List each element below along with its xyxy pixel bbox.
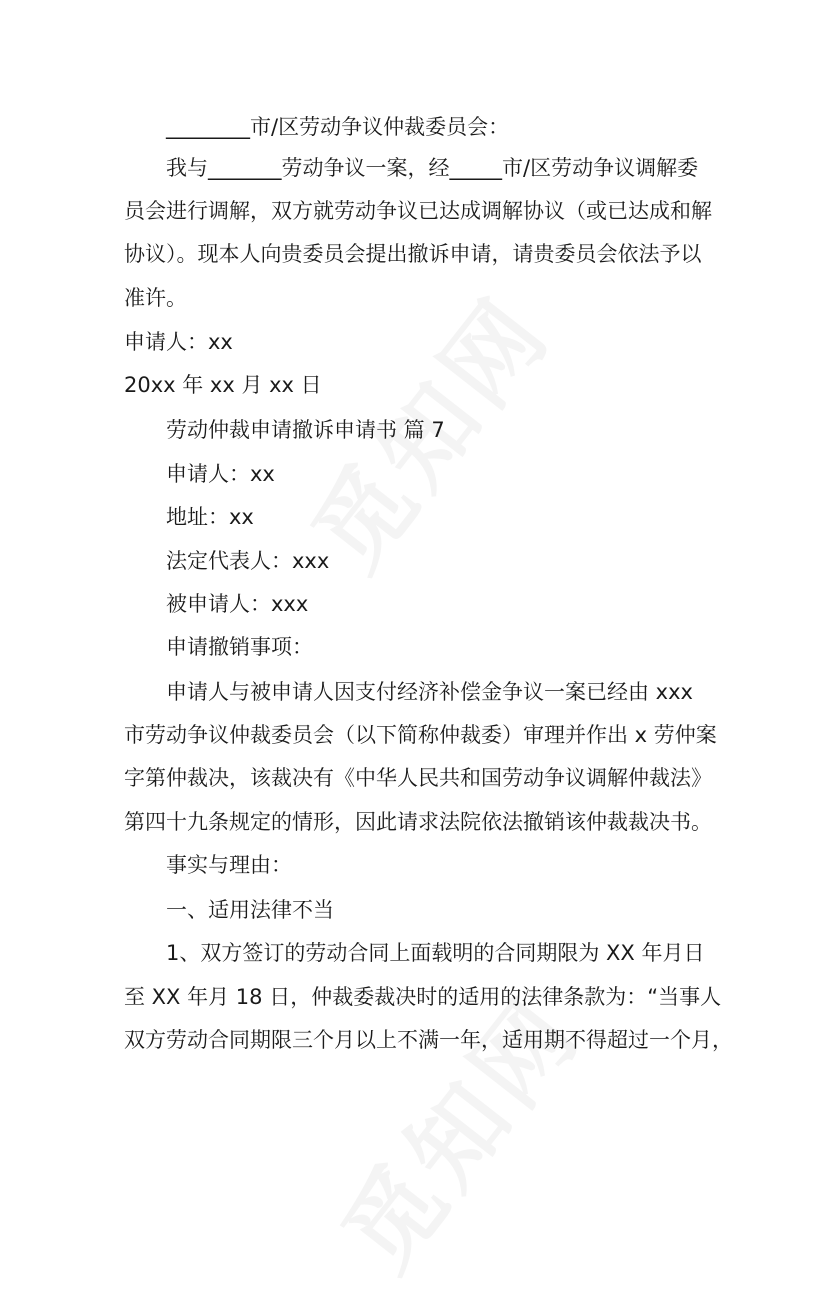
request-heading: 申请撤销事项：	[166, 635, 313, 659]
body-paragraph-line: 市劳动争议仲裁委员会（以下简称仲裁委）审理并作出 x 劳仲案	[124, 723, 717, 747]
addressee-line: ________市/区劳动争议仲裁委员会：	[166, 115, 510, 139]
date-line: 20xx 年 xx 月 xx 日	[124, 373, 322, 397]
section-title: 劳动仲裁申请撤诉申请书 篇 7	[166, 418, 445, 442]
body-paragraph-line: 员会进行调解，双方就劳动争议已达成调解协议（或已达成和解	[124, 199, 712, 223]
body-paragraph-line: 双方劳动合同期限三个月以上不满一年，适用期不得超过一个月，	[124, 1028, 733, 1052]
body-paragraph-line: 至 XX 年月 18 日，仲裁委裁决时的适用的法律条款为：“当事人	[124, 985, 722, 1009]
body-paragraph-line: 字第仲裁决，该裁决有《中华人民共和国劳动争议调解仲裁法》	[124, 766, 712, 790]
body-paragraph-line: 我与_______劳动争议一案，经_____市/区劳动争议调解委	[166, 156, 699, 180]
respondent-line: 被申请人：xxx	[166, 592, 309, 616]
facts-heading: 事实与理由：	[166, 853, 292, 877]
body-paragraph-line: 申请人与被申请人因支付经济补偿金争议一案已经由 xxx	[166, 680, 693, 704]
body-paragraph-line: 协议）。现本人向贵委员会提出撤诉申请，请贵委员会依法予以	[124, 242, 702, 266]
body-paragraph-line: 1、双方签订的劳动合同上面载明的合同期限为 XX 年月日	[166, 941, 705, 965]
applicant-line: 申请人：xx	[166, 462, 275, 486]
watermark	[306, 963, 606, 1293]
address-line: 地址：xx	[166, 505, 254, 529]
subheading: 一、适用法律不当	[166, 898, 334, 922]
body-paragraph-line: 第四十九条规定的情形，因此请求法院依法撤销该仲裁裁决书。	[124, 810, 712, 834]
applicant-line: 申请人：xx	[124, 330, 233, 354]
legal-representative-line: 法定代表人：xxx	[166, 549, 330, 573]
body-paragraph-line: 准许。	[124, 286, 187, 310]
